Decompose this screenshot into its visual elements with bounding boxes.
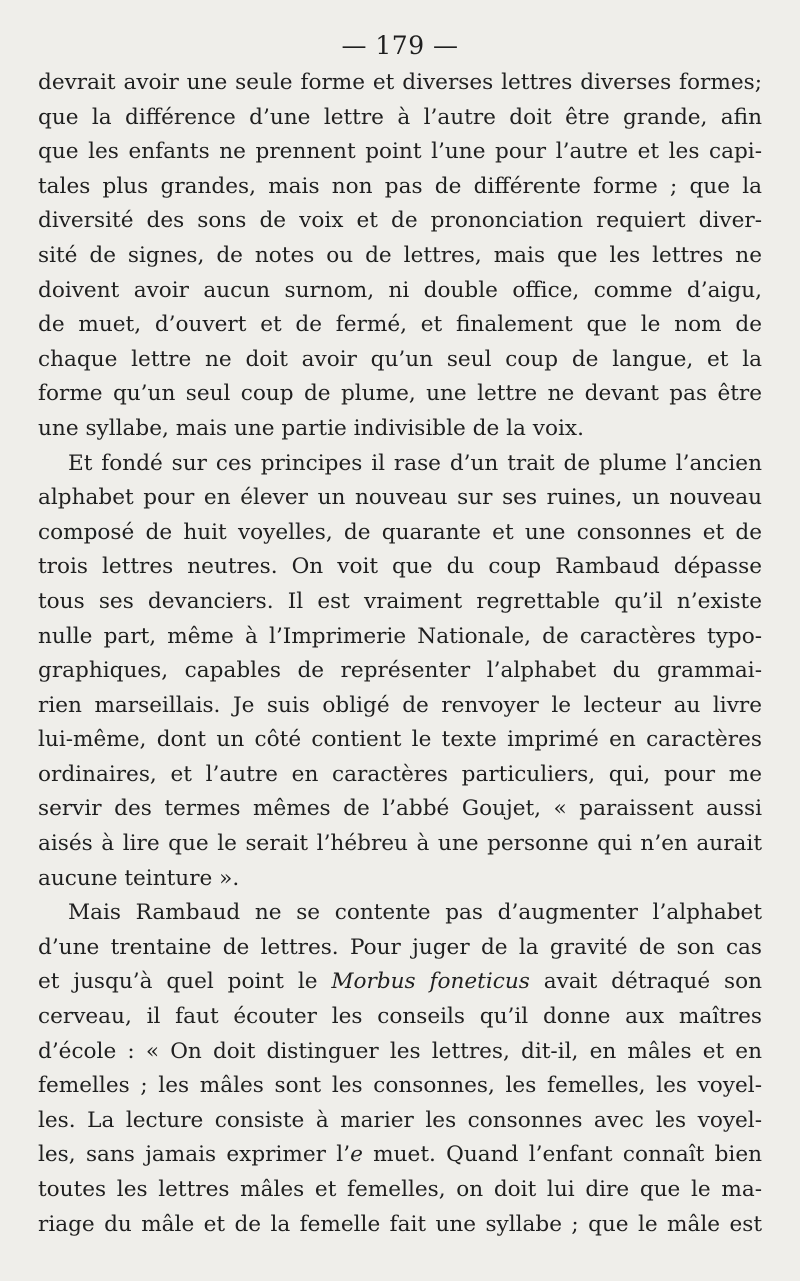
text-line: d’une trentaine de lettres. Pour juger de la gravité de son cas (38, 934, 762, 960)
text-line: servir des termes mêmes de l’abbé Goujet, « paraissent aussi (38, 796, 762, 822)
text-line-with-italic (38, 1138, 762, 1173)
text-line: une syllabe, mais une partie indivisible de la voix. (38, 415, 584, 441)
text-line: femelles ; les mâles sont les consonnes, les femelles, les voyel- (38, 1073, 762, 1099)
text-line: tales plus grandes, mais non pas de différente forme ; que la (38, 173, 762, 199)
text-line: sité de signes, de notes ou de lettres, mais que les lettres ne (38, 242, 762, 268)
text-line: nulle part, même à l’Imprimerie Nationale, de caractères typo- (38, 623, 762, 649)
text-line: que les enfants ne prennent point l’une pour l’autre et les capi- (38, 139, 762, 165)
text-line: graphiques, capables de représenter l’alphabet du grammai- (38, 658, 762, 684)
text-line: lui-même, dont un côté contient le texte imprimé en caractères (38, 727, 762, 753)
text-line: Et fondé sur ces principes il rase d’un trait de plume l’ancien (68, 450, 762, 476)
text-line: Mais Rambaud ne se contente pas d’augmenter l’alphabet (68, 900, 762, 926)
page-number: — 179 — (341, 31, 459, 60)
text-line: de muet, d’ouvert et de fermé, et finalement que le nom de (38, 312, 762, 338)
italic-letter: e (350, 1142, 363, 1168)
text-line: d’école : « On doit distinguer les lettres, dit-il, en mâles et en (38, 1038, 762, 1064)
text-line: tous ses devanciers. Il est vraiment regrettable qu’il n’existe (38, 588, 762, 614)
text-line: diversité des sons de voix et de prononciation requiert diver- (38, 208, 762, 234)
text-line: chaque lettre ne doit avoir qu’un seul coup de langue, et la (38, 346, 762, 372)
text-fragment: muet. Quand l’enfant connaît bien (362, 1142, 763, 1168)
text-line: aucune teinture ». (38, 865, 240, 891)
text-line-with-italic (38, 965, 762, 1000)
text-line: composé de huit voyelles, de quarante et une consonnes et de (38, 519, 762, 545)
text-line: alphabet pour en élever un nouveau sur ses ruines, un nouveau (38, 485, 762, 511)
text-line: rien marseillais. Je suis obligé de renvoyer le lecteur au livre (38, 692, 762, 718)
text-line: les. La lecture consiste à marier les consonnes avec les voyel- (38, 1107, 762, 1133)
text-line: que la différence d’une lettre à l’autre doit être grande, afin (38, 104, 762, 130)
text-fragment: avait détraqué son (529, 969, 762, 995)
text-fragment: et jusqu’à quel point le (38, 969, 332, 995)
text-line: trois lettres neutres. On voit que du coup Rambaud dépasse (38, 554, 762, 580)
text-line: aisés à lire que le serait l’hébreu à une personne qui n’en aurait (38, 831, 762, 857)
text-line: devrait avoir une seule forme et diverses lettres diverses formes; (38, 70, 762, 95)
italic-phrase: Morbus foneticus (331, 969, 530, 995)
text-line: toutes les lettres mâles et femelles, on doit lui dire que le ma- (38, 1177, 762, 1202)
text-fragment: les, sans jamais exprimer l’ (38, 1142, 351, 1168)
text-line: forme qu’un seul coup de plume, une lettre ne devant pas être (38, 381, 762, 407)
text-line: cerveau, il faut écouter les conseils qu’il donne aux maîtres (38, 1004, 762, 1030)
body-text (38, 66, 762, 1242)
text-line: ordinaires, et l’autre en caractères particuliers, qui, pour me (38, 761, 762, 787)
text-line: doivent avoir aucun surnom, ni double office, comme d’aigu, (38, 277, 762, 303)
text-line: riage du mâle et de la femelle fait une syllabe ; que le mâle est (38, 1211, 762, 1237)
